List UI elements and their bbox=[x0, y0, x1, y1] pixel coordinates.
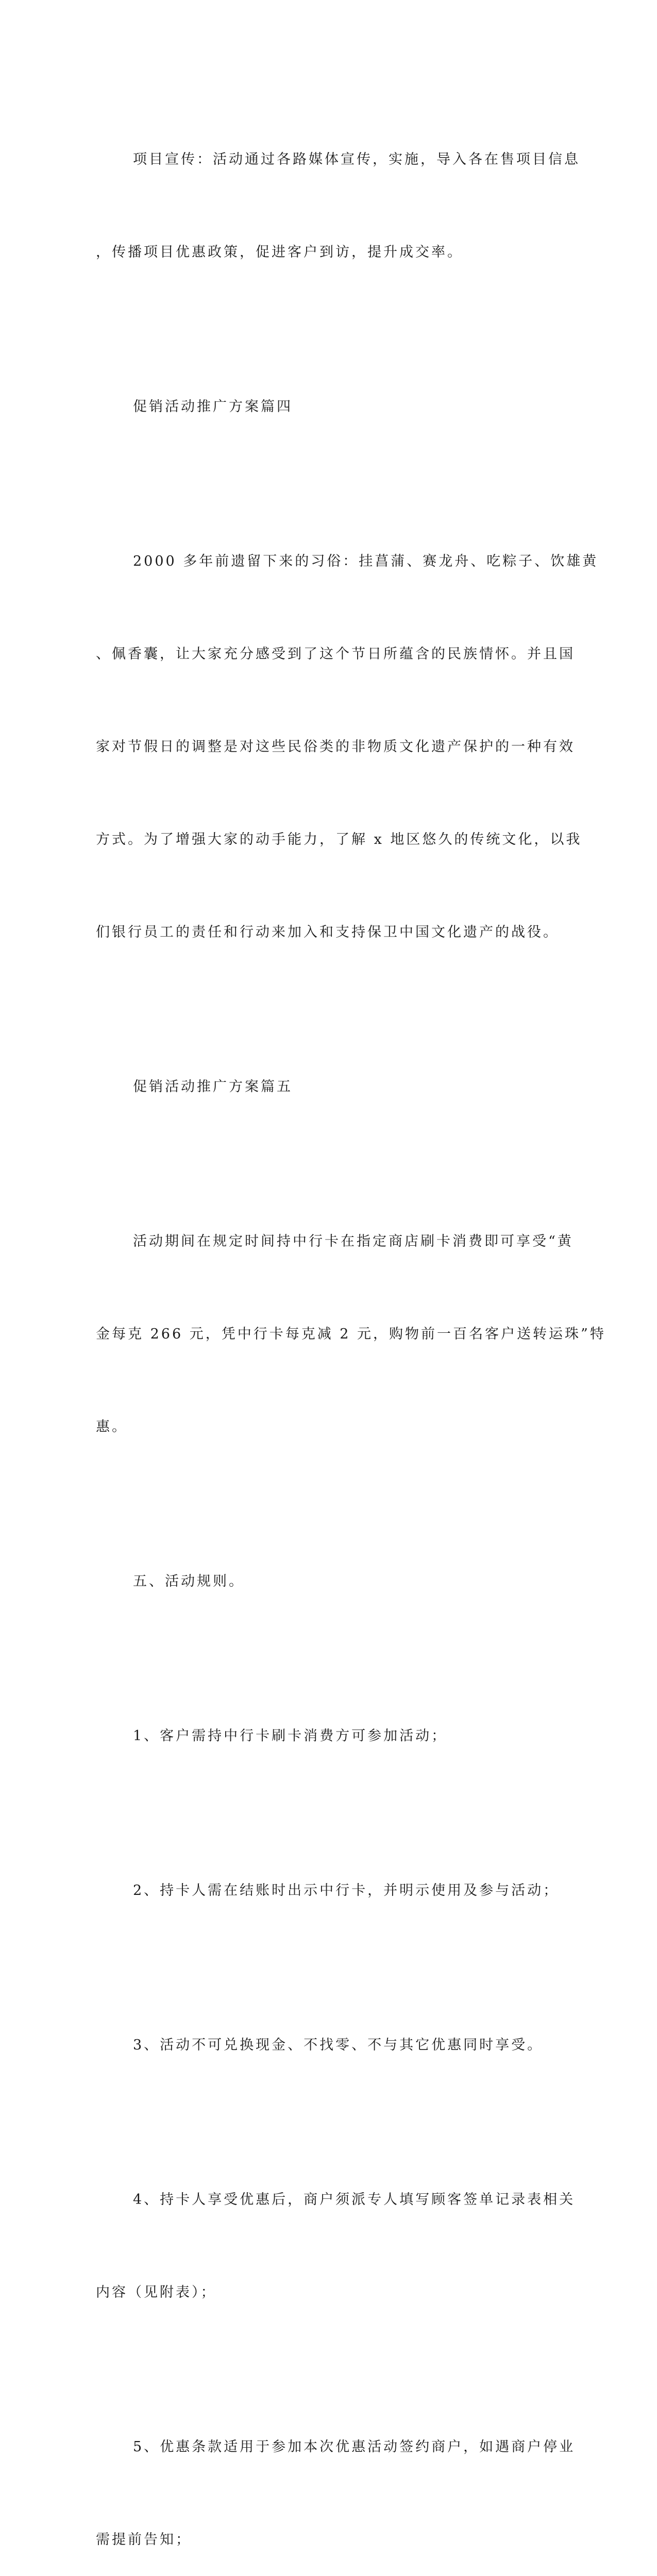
text-line: 2000 多年前遗留下来的习俗：挂菖蒲、赛龙舟、吃粽子、饮雄黄 bbox=[133, 553, 599, 569]
document-page bbox=[96, 82, 606, 2576]
rule-item-1 bbox=[96, 1659, 549, 1814]
text-line: 活动期间在规定时间持中行卡在指定商店刷卡消费即可享受“黄 bbox=[133, 1233, 574, 1249]
rule-item-5 bbox=[96, 2370, 576, 2576]
text-line: 3、活动不可兑换现金、不找零、不与其它优惠同时享受。 bbox=[133, 2037, 544, 2053]
text-line: 1、客户需持中行卡刷卡消费方可参加活动； bbox=[133, 1728, 448, 1744]
text-line: 金每克 266 元，凭中行卡每克减 2 元，购物前一百名客户送转运珠”特 bbox=[96, 1326, 606, 1342]
rule-item-4 bbox=[96, 2123, 576, 2370]
rule-item-3 bbox=[96, 1968, 549, 2123]
text-line: 项目宣传：活动通过各路媒体宣传，实施，导入各在售项目信息 bbox=[133, 151, 580, 167]
text-line: 家对节假日的调整是对这些民俗类的非物质文化遗产保护的一种有效 bbox=[96, 739, 575, 755]
text-line: 方式。为了增强大家的动手能力，了解 x 地区悠久的传统文化，以我 bbox=[96, 832, 582, 848]
text-line: 们银行员工的责任和行动来加入和支持保卫中国文化遗产的战役。 bbox=[96, 924, 559, 940]
text-line: 2、持卡人需在结账时出示中行卡，并明示使用及参与活动； bbox=[133, 1883, 560, 1899]
rule-item-2 bbox=[96, 1814, 560, 1968]
text-line: 五、活动规则。 bbox=[133, 1573, 245, 1589]
text-line: 需提前告知； bbox=[96, 2532, 192, 2548]
section-heading-part-four bbox=[96, 330, 549, 484]
section-heading-rules bbox=[96, 1504, 549, 1659]
section-heading-part-five bbox=[96, 1010, 549, 1164]
text-line: 促销活动推广方案篇四 bbox=[133, 399, 293, 415]
text-line: 惠。 bbox=[96, 1419, 128, 1435]
paragraph-project-promotion bbox=[96, 82, 580, 330]
paragraph-gold-offer bbox=[96, 1164, 606, 1504]
text-line: 5、优惠条款适用于参加本次优惠活动签约商户，如遇商户停业 bbox=[133, 2439, 576, 2455]
text-line: 4、持卡人享受优惠后，商户须派专人填写顾客签单记录表相关 bbox=[133, 2192, 576, 2208]
text-line: ，传播项目优惠政策，促进客户到访，提升成交率。 bbox=[96, 244, 463, 260]
paragraph-customs bbox=[96, 484, 599, 1010]
text-line: 内容（见附表）； bbox=[96, 2284, 217, 2300]
text-line: 促销活动推广方案篇五 bbox=[133, 1079, 293, 1095]
text-line: 、佩香囊，让大家充分感受到了这个节日所蕴含的民族情怀。并且国 bbox=[96, 646, 575, 662]
